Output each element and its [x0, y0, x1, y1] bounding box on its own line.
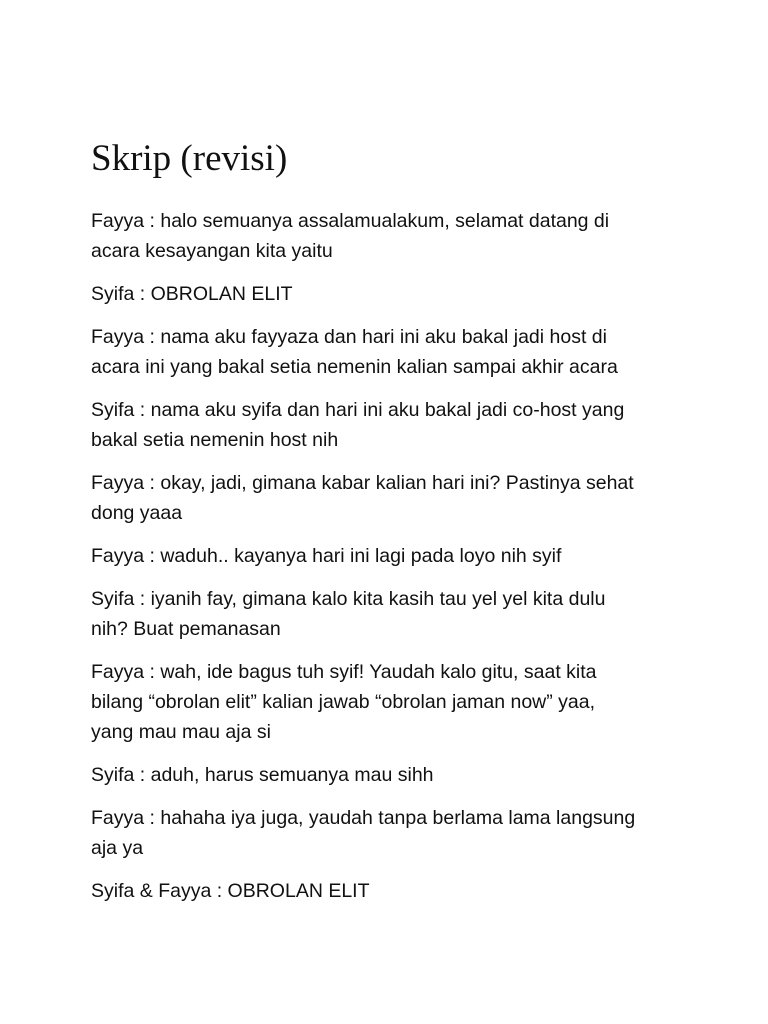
dialogue-line: aja ya: [91, 837, 144, 859]
dialogue-paragraph: [91, 876, 691, 906]
dialogue-line: acara ini yang bakal setia nemenin kalian sampai akhir acara: [91, 356, 618, 378]
dialogue-line: Fayya : okay, jadi, gimana kabar kalian hari ini? Pastinya sehat: [91, 472, 634, 494]
dialogue-line: acara kesayangan kita yaitu: [91, 240, 333, 262]
document-title: Skrip (revisi): [91, 138, 288, 179]
dialogue-line: Fayya : halo semuanya assalamualakum, selamat datang di: [91, 210, 610, 232]
dialogue-line: nih? Buat pemanasan: [91, 618, 281, 640]
script-body: [91, 206, 691, 919]
dialogue-paragraph: [91, 206, 691, 266]
dialogue-paragraph: [91, 468, 691, 528]
dialogue-line: Syifa : OBROLAN ELIT: [91, 283, 293, 305]
dialogue-paragraph: [91, 395, 691, 455]
dialogue-paragraph: [91, 803, 691, 863]
dialogue-line: Syifa : aduh, harus semuanya mau sihh: [91, 764, 434, 786]
dialogue-line: yang mau mau aja si: [91, 721, 271, 743]
dialogue-line: Fayya : wah, ide bagus tuh syif! Yaudah kalo gitu, saat kita: [91, 661, 597, 683]
dialogue-line: Syifa : nama aku syifa dan hari ini aku bakal jadi co-host yang: [91, 399, 625, 421]
dialogue-line: Fayya : waduh.. kayanya hari ini lagi pada loyo nih syif: [91, 545, 562, 567]
dialogue-line: dong yaaa: [91, 502, 183, 524]
dialogue-paragraph: [91, 760, 691, 790]
dialogue-line: Syifa & Fayya : OBROLAN ELIT: [91, 880, 370, 902]
dialogue-line: bakal setia nemenin host nih: [91, 429, 339, 451]
dialogue-paragraph: [91, 279, 691, 309]
dialogue-line: Syifa : iyanih fay, gimana kalo kita kasih tau yel yel kita dulu: [91, 588, 606, 610]
dialogue-paragraph: [91, 584, 691, 644]
dialogue-paragraph: [91, 541, 691, 571]
dialogue-line: Fayya : nama aku fayyaza dan hari ini aku bakal jadi host di: [91, 326, 607, 348]
dialogue-paragraph: [91, 657, 691, 747]
dialogue-paragraph: [91, 322, 691, 382]
dialogue-line: Fayya : hahaha iya juga, yaudah tanpa berlama lama langsung: [91, 807, 636, 829]
dialogue-line: bilang “obrolan elit” kalian jawab “obrolan jaman now” yaa,: [91, 691, 596, 713]
